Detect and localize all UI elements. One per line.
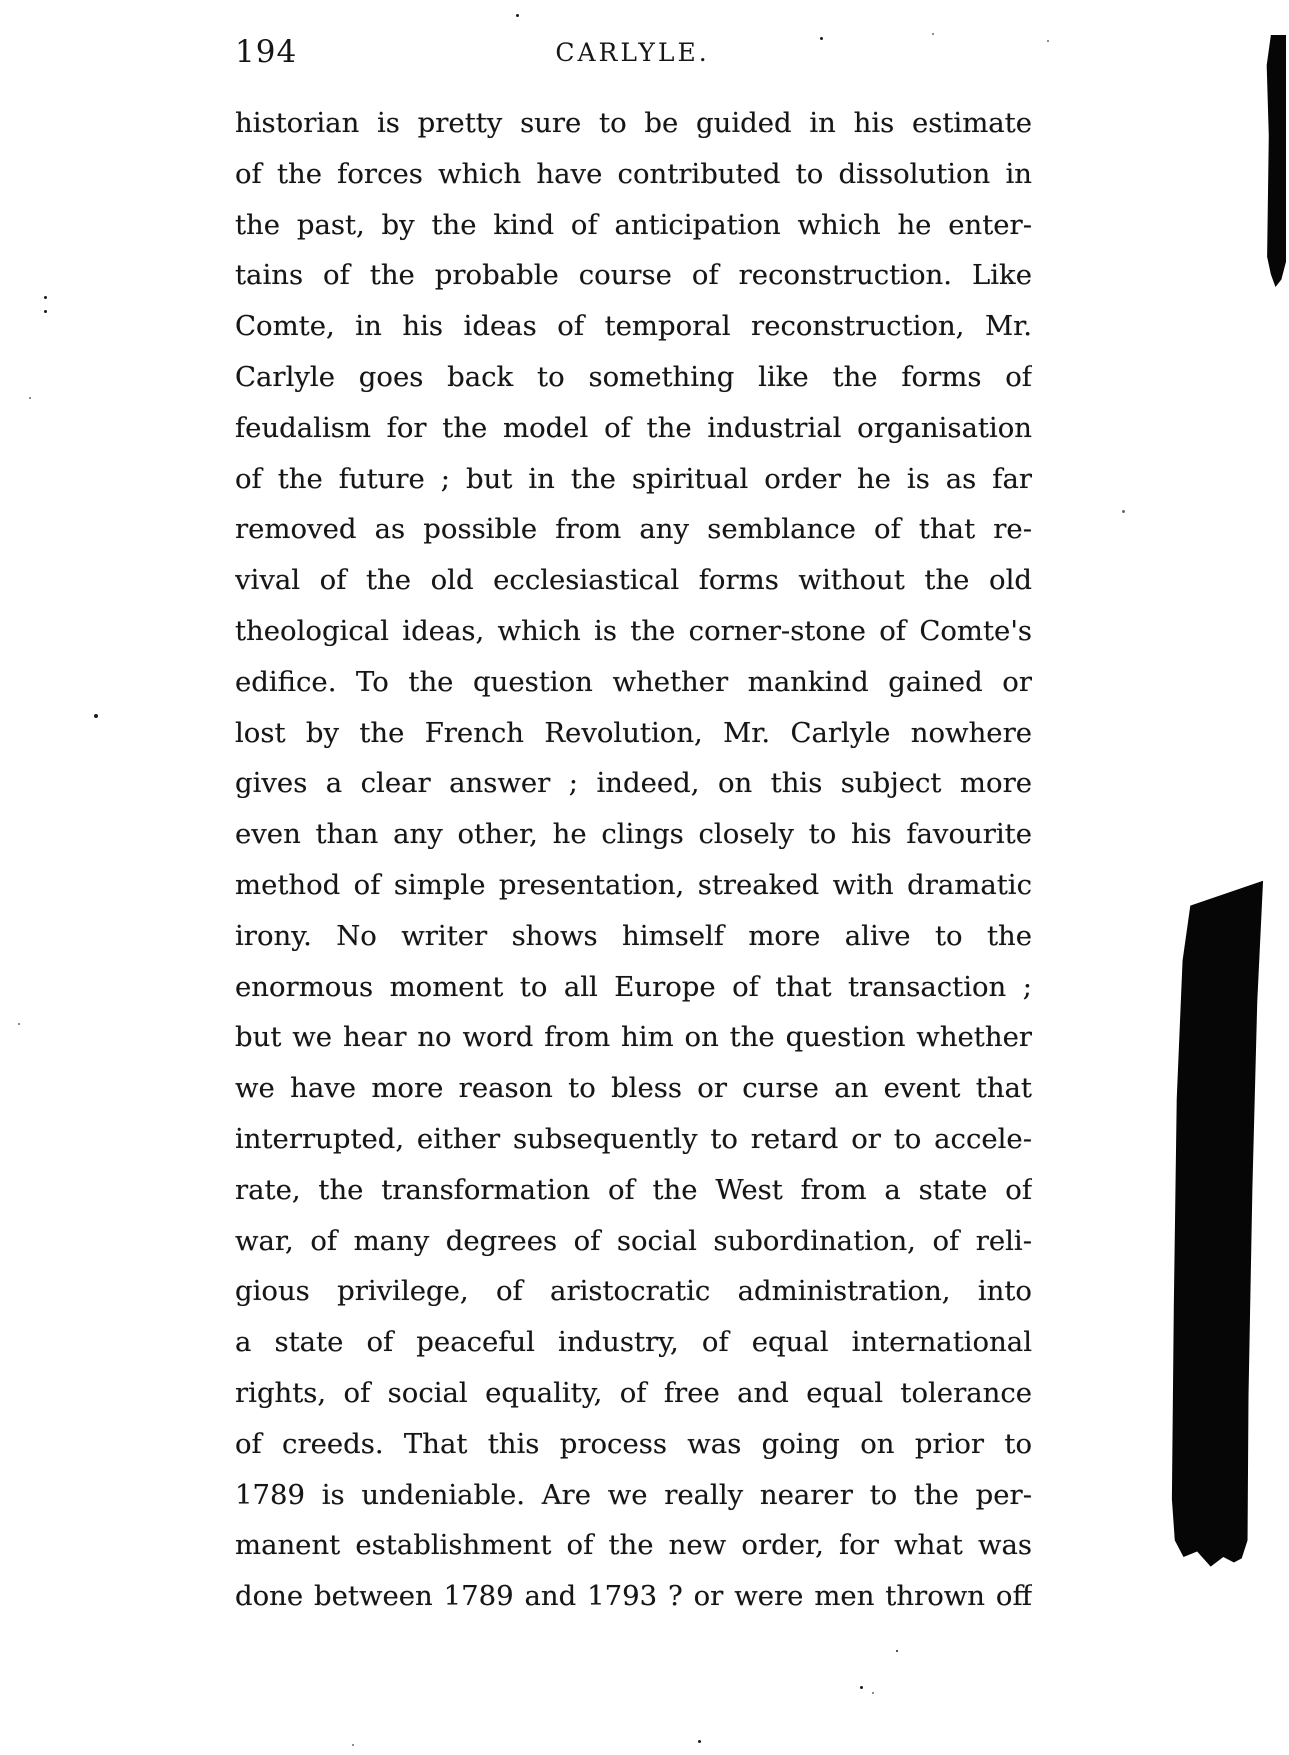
page-text: [235, 98, 1032, 1622]
speck: [44, 310, 47, 313]
text-line: historian is pretty sure to be guided in his estimate: [235, 107, 1032, 139]
text-line: vival of the old ecclesiastical forms without the old: [235, 564, 1032, 597]
speck: [698, 1740, 701, 1743]
text-line: 1789 is undeniable. Are we really nearer to the per-: [235, 1478, 1032, 1511]
text-line: feudalism for the model of the industrial organisation: [235, 411, 1032, 444]
text-line: Carlyle goes back to something like the forms of: [235, 360, 1032, 393]
text-line: of the forces which have contributed to dissolution in: [235, 157, 1032, 190]
text-line: method of simple presentation, streaked with dramatic: [235, 868, 1032, 901]
text-line: tains of the probable course of reconstruction. Like: [235, 259, 1032, 292]
text-line: rate, the transformation of the West from a state of: [235, 1173, 1032, 1206]
speck: [896, 1650, 898, 1652]
speck: [1122, 510, 1125, 513]
text-line: removed as possible from any semblance of that re-: [235, 513, 1032, 546]
text-line: of creeds. That this process was going on prior to: [235, 1427, 1032, 1460]
text-line: lost by the French Revolution, Mr. Carlyle nowhere: [235, 716, 1032, 749]
text-line: irony. No writer shows himself more alive to the: [235, 919, 1032, 952]
text-line: edifice. To the question whether mankind gained or: [235, 665, 1032, 698]
text-line: rights, of social equality, of free and equal tolerance: [235, 1376, 1032, 1409]
text-line: enormous moment to all Europe of that transaction ;: [235, 970, 1032, 1003]
text-line: gious privilege, of aristocratic administration, into: [235, 1275, 1032, 1308]
speck: [820, 37, 823, 40]
text-line: but we hear no word from him on the question whether: [235, 1021, 1032, 1054]
speck: [44, 296, 47, 299]
page-header: [235, 32, 1030, 72]
text-line: interrupted, either subsequently to retard or to accele-: [235, 1122, 1032, 1155]
speck: [516, 14, 519, 17]
text-line: a state of peaceful industry, of equal international: [235, 1326, 1032, 1359]
speck: [1047, 40, 1049, 42]
text-line: war, of many degrees of social subordination, of reli-: [235, 1224, 1032, 1257]
speck: [860, 1686, 863, 1689]
text-line: done between 1789 and 1793 ? or were men thrown off: [235, 1580, 1032, 1613]
speck: [18, 1023, 20, 1025]
speck: [352, 1744, 354, 1746]
speck: [932, 33, 934, 35]
text-line: even than any other, he clings closely to his favourite: [235, 818, 1032, 851]
text-line: gives a clear answer ; indeed, on this subject more: [235, 767, 1032, 800]
scan-ink-bar-artifact: [1265, 35, 1286, 287]
text-line: of the future ; but in the spiritual order he is as far: [235, 462, 1032, 495]
text-line: Comte, in his ideas of temporal reconstruction, Mr.: [235, 310, 1032, 343]
running-title: CARLYLE.: [555, 38, 710, 67]
page-number: 194: [235, 34, 298, 70]
text-line: we have more reason to bless or curse an event that: [235, 1072, 1032, 1105]
scan-ink-blob-artifact: [1168, 878, 1265, 1568]
speck: [29, 397, 31, 399]
text-line: theological ideas, which is the corner-stone of Comte's: [235, 614, 1032, 647]
text-line: manent establishment of the new order, for what was: [235, 1529, 1032, 1562]
text-line: the past, by the kind of anticipation which he enter-: [235, 208, 1032, 241]
speck: [94, 714, 98, 718]
speck: [872, 1692, 874, 1694]
